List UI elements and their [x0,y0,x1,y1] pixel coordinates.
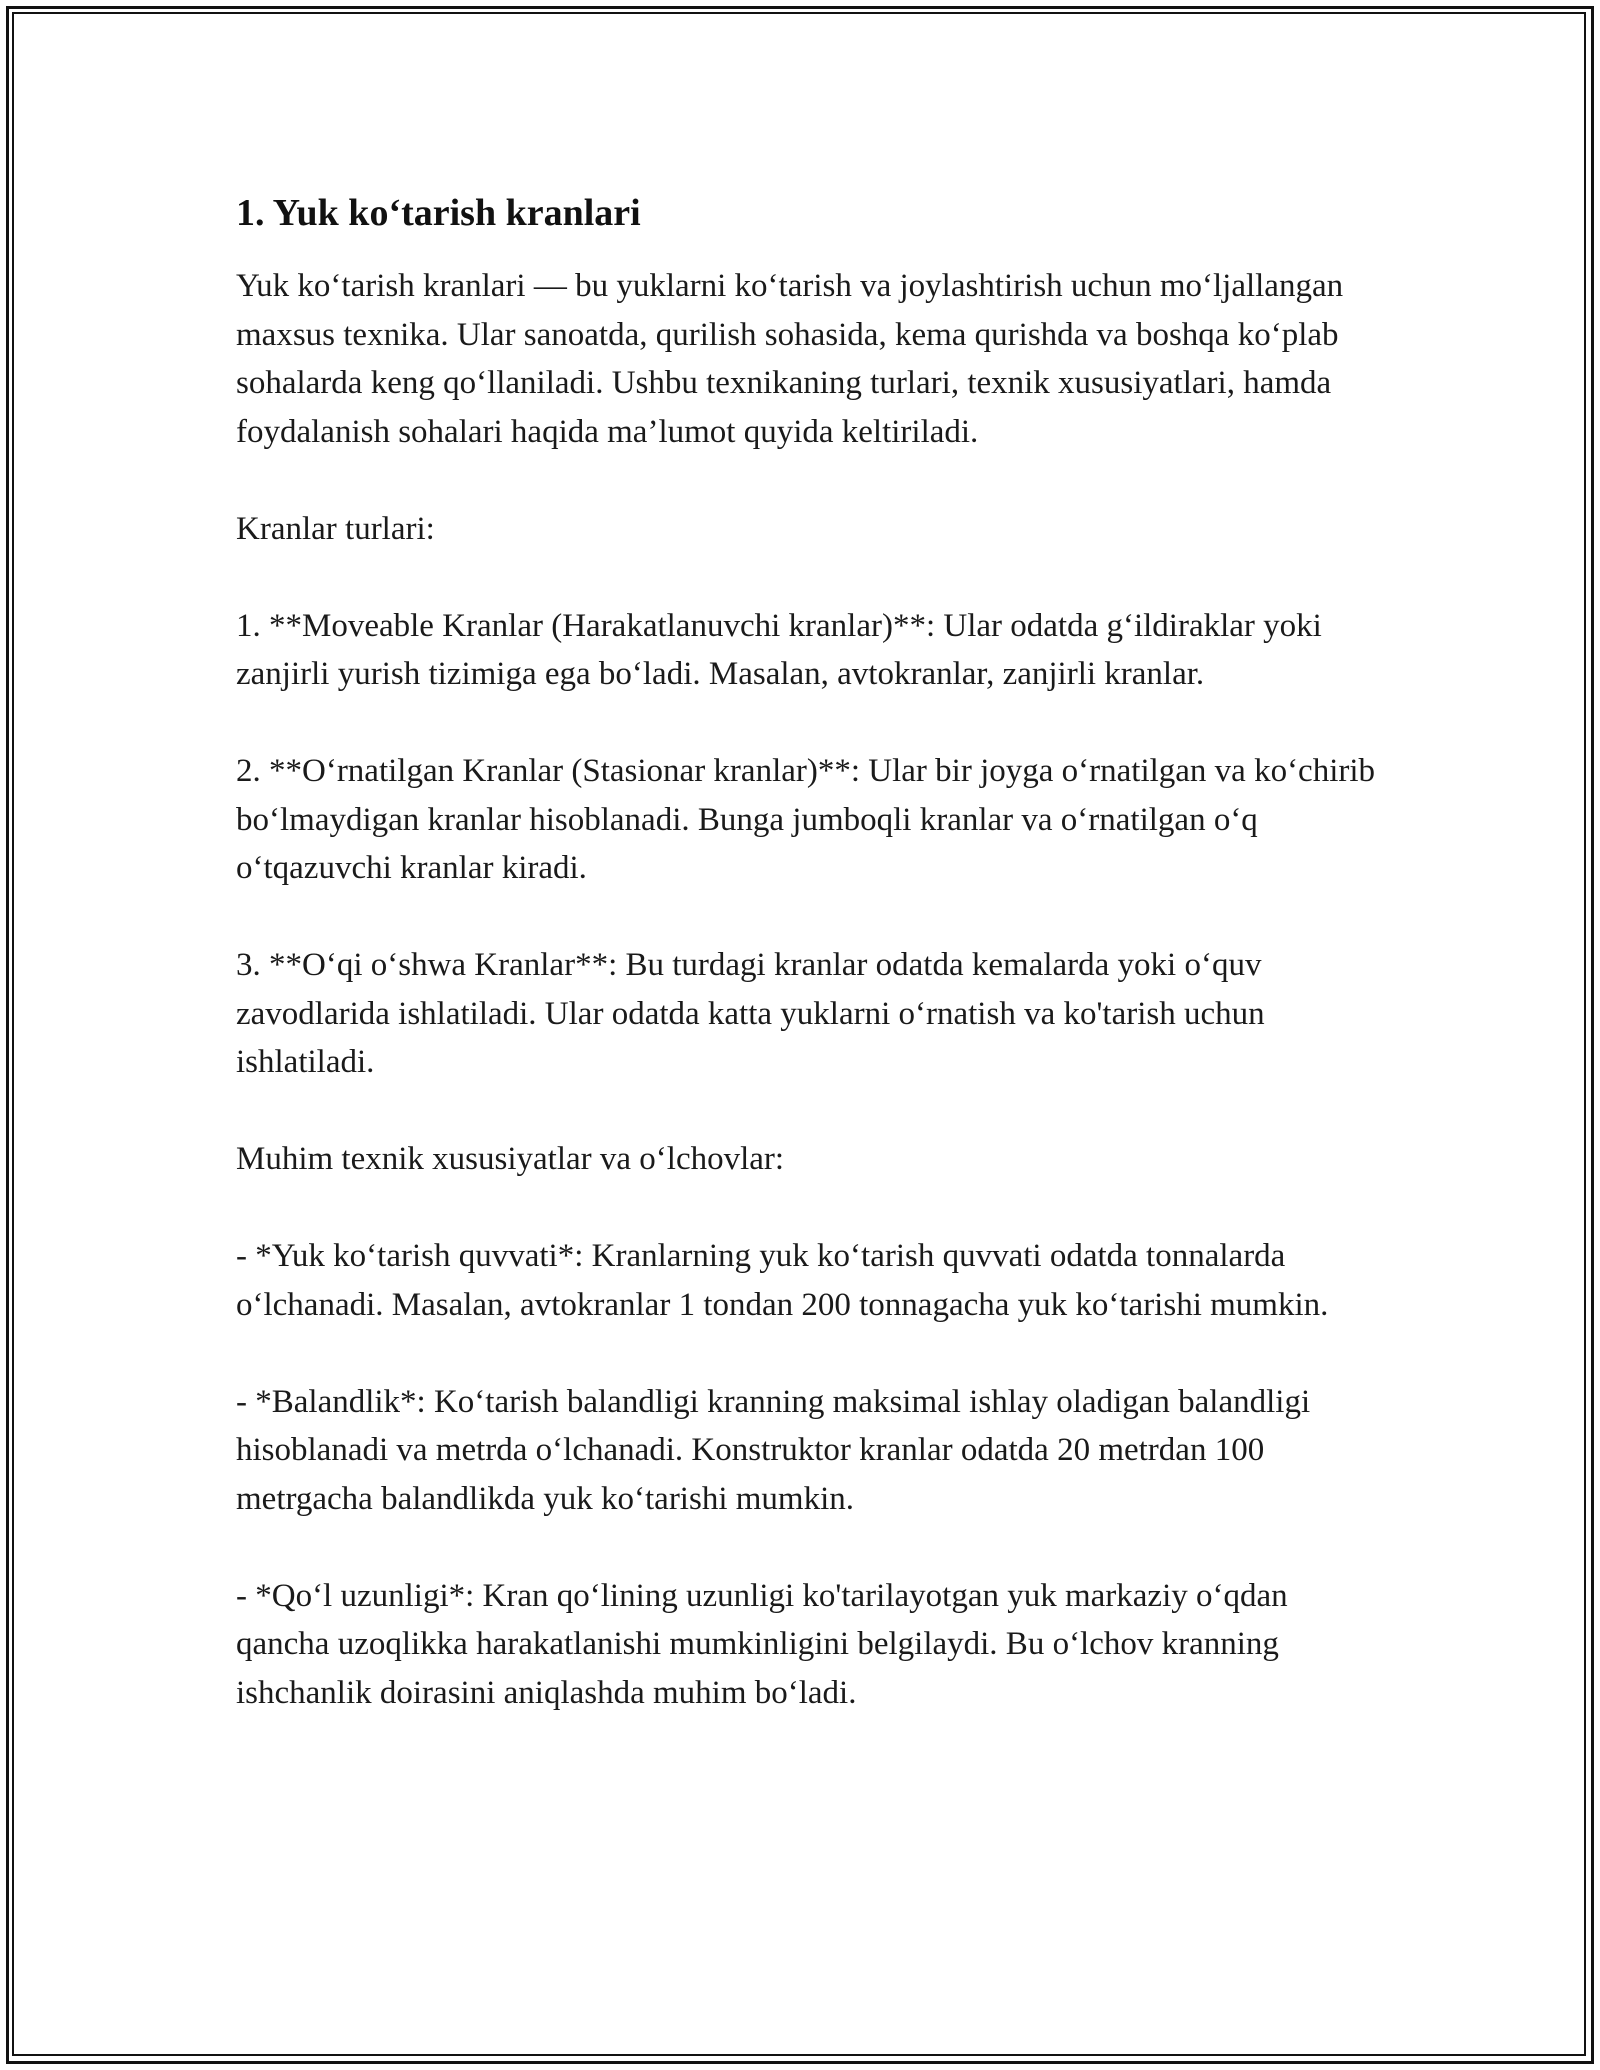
crane-types-label: Kranlar turlari: [236,510,435,547]
crane-type-moveable: 1. **Moveable Kranlar (Harakatlanuvchi kranlar)**: Ular odatda g‘ildiraklar yoki zanjirli yurish tizimiga ega bo‘ladi. Masalan, avtokranlar, zanjirli kranlar. [236,607,1322,692]
intro-paragraph: Yuk ko‘tarish kranlari — bu yuklarni ko‘tarish va joylashtirish uchun mo‘ljallangan maxsus texnika. Ular sanoatda, qurilish sohasida, kema qurishda va boshqa ko‘plab sohalarda keng qo‘llaniladi. Ushbu texnikaning turlari, texnik xususiyatlari, hamda foydalanish sohalari haqida ma’lumot quyida keltiriladi. [236,268,1344,450]
spec-arm-length: - *Qo‘l uzunligi*: Kran qo‘lining uzunligi ko'tarilayotgan yuk markaziy o‘qdan qancha uzoqlikka harakatlanishi mumkinligini belgilaydi. Bu o‘lchov kranning ishchanlik doirasini aniqlashda muhim bo‘ladi. [236,1577,1288,1711]
section-heading: 1. Yuk ko‘tarish kranlari [236,192,641,234]
crane-type-ship: 3. **O‘qi o‘shwa Kranlar**: Bu turdagi kranlar odatda kemalarda yoki o‘quv zavodlarida ishlatiladi. Ular odatda katta yuklarni o‘rnatish va ko'tarish uchun ishlatiladi. [236,947,1265,1080]
spec-capacity: - *Yuk ko‘tarish quvvati*: Kranlarning yuk ko‘tarish quvvati odatda tonnalarda o‘lchanadi. Masalan, avtokranlar 1 tondan 200 tonnagacha yuk ko‘tarishi mumkin. [236,1238,1329,1323]
document-body [236,186,1376,1717]
specs-label: Muhim texnik xususiyatlar va o‘lchovlar: [236,1141,785,1177]
spec-height: - *Balandlik*: Ko‘tarish balandligi kranning maksimal ishlay oladigan balandligi hisoblanadi va metrda o‘lchanadi. Konstruktor kranlar odatda 20 metrdan 100 metrgacha balandlikda yuk ko‘tarishi mumkin. [236,1383,1311,1517]
crane-type-stationary: 2. **O‘rnatilgan Kranlar (Stasionar kranlar)**: Ular bir joyga o‘rnatilgan va ko‘chirib bo‘lmaydigan kranlar hisoblanadi. Bunga jumboqli kranlar va o‘rnatilgan o‘q o‘tqazuvchi kranlar kiradi. [236,753,1376,886]
